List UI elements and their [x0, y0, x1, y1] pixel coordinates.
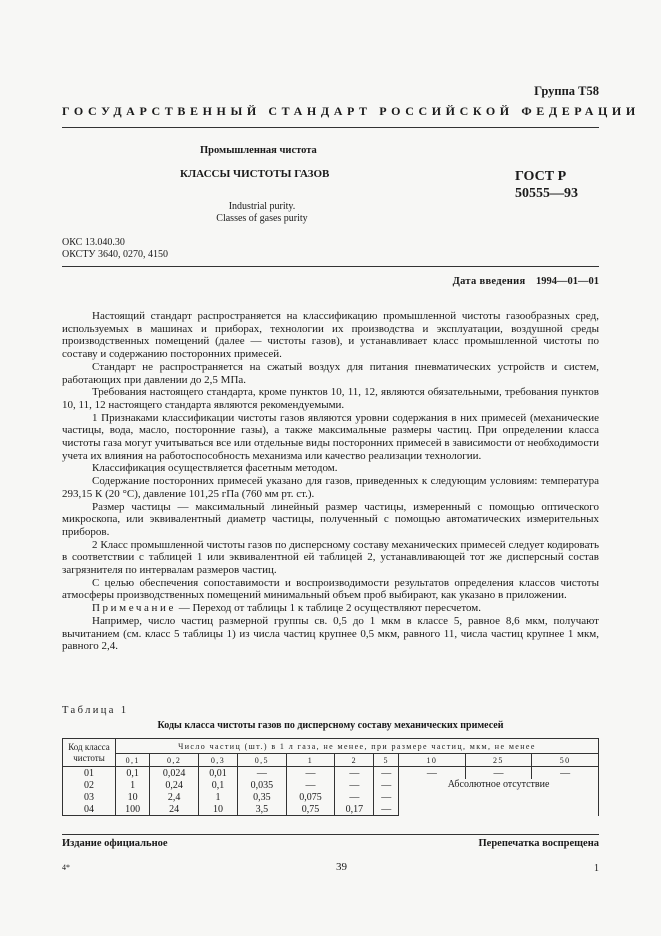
table-cell: —: [335, 779, 374, 791]
document-title: КЛАССЫ ЧИСТОТЫ ГАЗОВ: [180, 168, 330, 180]
group-label: Группа Т58: [534, 84, 599, 98]
top-rule: [62, 127, 599, 128]
table-cell: 2,4: [150, 791, 199, 803]
intro-date-label: Дата введения: [452, 276, 526, 287]
paragraph: Классификация осуществляется фасетным методом.: [92, 462, 338, 475]
table-cell: 0,35: [238, 791, 287, 803]
paragraph: Например, число частиц размерной группы св. 0,5 до 1 мкм в классе 5, равное 8,6 мкм, получают вычитанием (см. класс 5 таблицы 1) из числа частиц крупнее 0,5 мкм, равного 11, числа частиц крупнее 1 мкм, равного 2,4.: [62, 614, 599, 653]
table-cell: —: [374, 803, 399, 816]
size-header: 0,3: [198, 754, 237, 767]
table-cell: 24: [150, 803, 199, 816]
table-cell: 10: [116, 791, 150, 803]
table-cell: 1: [116, 779, 150, 791]
table-cell: 01: [63, 767, 116, 780]
table-cell: 04: [63, 803, 116, 816]
table-cell: 0,1: [116, 767, 150, 780]
subject-heading: Промышленная чистота: [200, 145, 317, 156]
gost-line2: 50555—93: [515, 186, 578, 201]
note-paragraph: [62, 602, 599, 615]
table-row: [63, 767, 599, 780]
table-cell: —: [286, 767, 335, 780]
table-cell: —: [374, 767, 399, 780]
paragraph: Настоящий стандарт распространяется на классификацию промышленной чистоты газообразных сред, используемых в машинах и приборах, технологии их производства и эксплуатации, воздушной среды производственных помещений (далее — чистоты газов), и устанавливает класс промышленной чистоты по составу и содержанию посторонних примесей.: [62, 310, 599, 361]
particle-count-header: Число частиц (шт.) в 1 л газа, не менее, при размере частиц, мкм, не менее: [116, 739, 599, 754]
table-cell: —: [399, 767, 466, 780]
official-edition-label: Издание официальное: [62, 838, 168, 849]
table-cell: —: [335, 791, 374, 803]
note-label: Примечание: [92, 602, 176, 615]
table-cell: 0,01: [198, 767, 237, 780]
table-cell: 10: [198, 803, 237, 816]
table-cell: 03: [63, 791, 116, 803]
paragraph: Стандарт не распространяется на сжатый воздух для питания пневматических устройств и систем, работающих при давлении до 2,5 МПа.: [62, 360, 599, 386]
paragraph: 1 Признаками классификации чистоты газов являются уровни содержания в них примесей (механические частицы, вода, масло, посторонние газы), а также максимальные размеры частиц. При определении класса чистоты газа могут учитываться все или отдельные виды посторонних примесей в зависимости от необходимости учета их влияния на работоспособность механизма или качество реализации технологии.: [62, 411, 599, 462]
table-cell: —: [532, 767, 599, 780]
english-title: [0, 201, 524, 225]
table-cell: —: [374, 779, 399, 791]
intro-date-value: 1994—01—01: [536, 276, 599, 287]
table-cell: 0,24: [150, 779, 199, 791]
middle-rule: [62, 266, 599, 267]
table-label: Таблица 1: [62, 705, 129, 716]
sheet-number: 1: [594, 863, 599, 874]
table-cell: —: [335, 767, 374, 780]
table-cell: —: [465, 767, 532, 780]
table-cell: 02: [63, 779, 116, 791]
state-standard-title: ГОСУДАРСТВЕННЫЙ СТАНДАРТ РОССИЙСКОЙ ФЕДЕРАЦИИ: [62, 104, 640, 118]
table-cell: 0,17: [335, 803, 374, 816]
introduction-date: [453, 276, 599, 287]
table-cell: 100: [116, 803, 150, 816]
table-cell: 0,1: [198, 779, 237, 791]
gost-number: [515, 168, 578, 202]
paragraph: С целью обеспечения сопоставимости и воспроизводимости результатов определения классов чистоты атмосферы производственных помещений минимальный объем проб выбирают, как указано в приложении.: [62, 576, 599, 602]
paragraph: Размер частицы — максимальный линейный размер частицы, измеренный с помощью оптического микроскопа, или эквивалентный диаметр частицы, полученный с помощью автоматических измерительных приборов.: [62, 500, 599, 538]
okstu-code: ОКСТУ 3640, 0270, 4150: [62, 249, 169, 260]
paragraph: Требования настоящего стандарта, кроме пунктов 10, 11, 12, являются обязательными, требования пунктов 10, 11, 12 настоящего стандарта являются рекомендуемыми.: [62, 386, 599, 411]
paragraph: 2 Класс промышленной чистоты газов по дисперсному составу механических примесей следует кодировать в соответствии с таблицей 1 или эквивалентной ей таблицей 2, устанавливающей тот же дисперсный состав загрязнителя по интервалам размеров частиц.: [62, 538, 599, 577]
sheet-mark: 4*: [62, 863, 70, 872]
size-header: 10: [399, 754, 466, 767]
paragraph: Содержание посторонних примесей указано для газов, приведенных к следующим условиям: температура 293,15 К (20 °С), давление 101,25 гПа (760 мм рт. ст.).: [62, 475, 599, 500]
table-cell: 0,75: [286, 803, 335, 816]
okc-code: ОКС 13.040.30: [62, 237, 125, 248]
reprint-prohibited-label: Перепечатка воспрещена: [478, 838, 599, 849]
size-header: 5: [374, 754, 399, 767]
classification-codes: [62, 237, 168, 261]
table-cell: 0,024: [150, 767, 199, 780]
table-cell: —: [238, 767, 287, 780]
size-header: 2: [335, 754, 374, 767]
english-title-line2: Classes of gases purity: [216, 213, 308, 224]
table-cell: 0,075: [286, 791, 335, 803]
table-cell: —: [374, 791, 399, 803]
size-header: 50: [532, 754, 599, 767]
size-header: 25: [465, 754, 532, 767]
size-header: 0,1: [116, 754, 150, 767]
table-cell: —: [286, 779, 335, 791]
footer-rule: [62, 834, 599, 835]
size-header: 1: [286, 754, 335, 767]
absolute-absence-cell: Абсолютное отсутствие: [399, 779, 599, 816]
table-caption: Коды класса чистоты газов по дисперсному составу механических примесей: [157, 720, 504, 731]
page-number: 39: [336, 861, 347, 873]
note-text: — Переход от таблицы 1 к таблице 2 осуществляют пересчетом.: [175, 602, 481, 615]
gost-line1: ГОСТ Р: [515, 169, 567, 184]
table-cell: 0,035: [238, 779, 287, 791]
size-header: 0,2: [150, 754, 199, 767]
purity-class-table: [62, 738, 599, 816]
english-title-line1: Industrial purity.: [228, 201, 296, 212]
size-header: 0,5: [238, 754, 287, 767]
table-cell: 1: [198, 791, 237, 803]
table-row: [63, 779, 599, 791]
table-cell: 3,5: [238, 803, 287, 816]
body-text: [62, 310, 599, 653]
code-column-header: Код класса чистоты: [63, 739, 116, 767]
